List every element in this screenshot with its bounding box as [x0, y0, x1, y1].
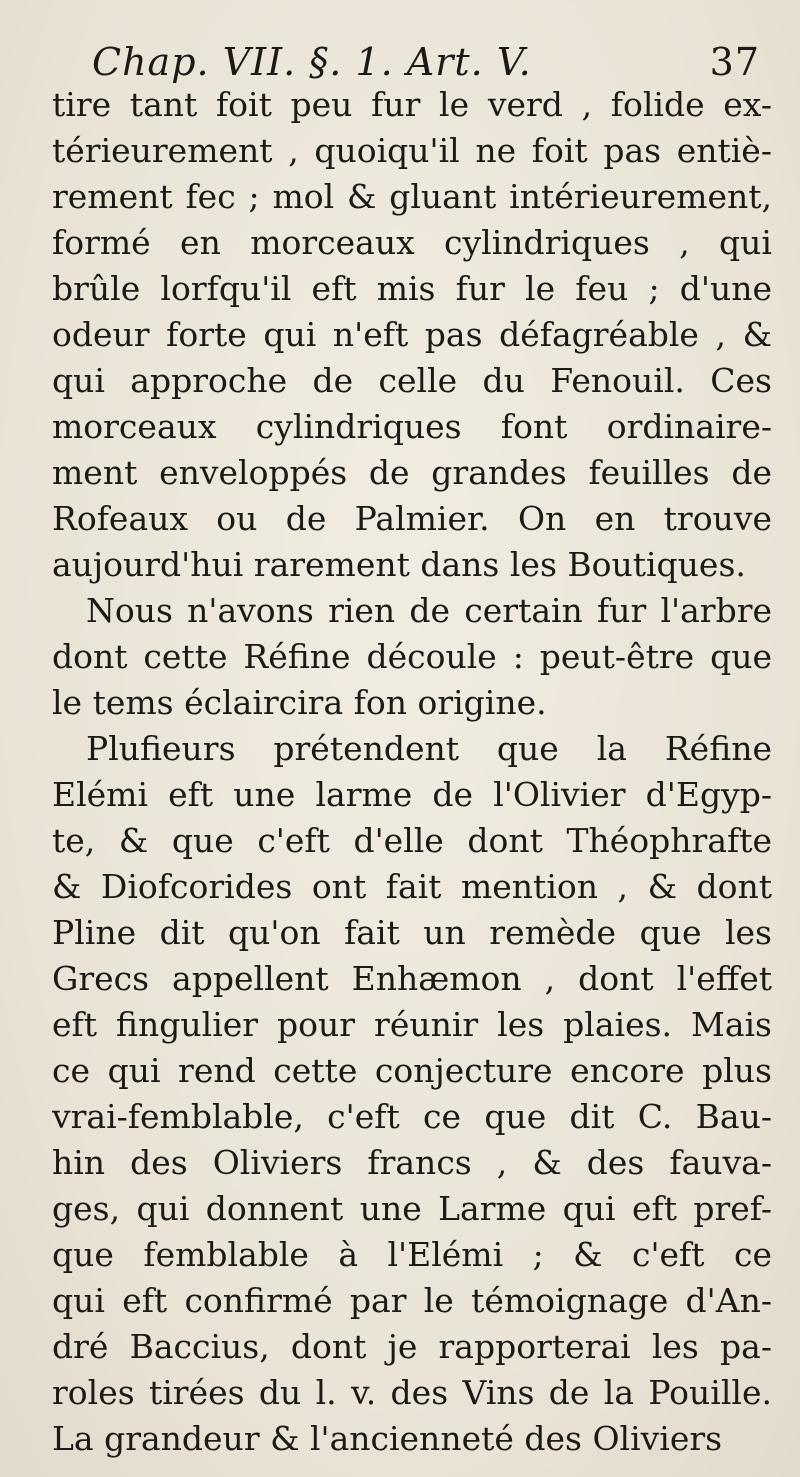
text-line: roles tirées du l. v. des Vins de la Pouille.	[52, 1373, 772, 1412]
text-line: ment enveloppés de grandes feuilles de	[52, 453, 772, 492]
text-line: eft fingulier pour réunir les plaies. Mais	[52, 1005, 772, 1044]
text-line: qui eft confirmé par le témoignage d'An-	[52, 1281, 772, 1320]
text-line: le tems éclaircira fon origine.	[52, 683, 547, 722]
text-line: Grecs appellent Enhæmon , dont l'effet	[52, 959, 772, 998]
text-line: dré Baccius, dont je rapporterai les pa-	[52, 1327, 772, 1366]
body-text	[52, 82, 772, 1462]
text-line: térieurement , quoiqu'il ne foit pas entiè-	[52, 131, 772, 170]
text-line: aujourd'hui rarement dans les Boutiques.	[52, 545, 746, 584]
page-number: 37	[709, 40, 760, 84]
text-line: brûle lorfqu'il eft mis fur le feu ; d'une	[52, 269, 772, 308]
text-line: Elémi eft une larme de l'Olivier d'Egyp-	[52, 775, 772, 814]
text-line: rement fec ; mol & gluant intérieurement,	[52, 177, 772, 216]
text-line: La grandeur & l'ancienneté des Oliviers	[52, 1419, 723, 1458]
text-line: Rofeaux ou de Palmier. On en trouve	[52, 499, 772, 538]
text-line: te, & que c'eft d'elle dont Théophrafte	[52, 821, 772, 860]
text-line: tire tant foit peu fur le verd , folide ex-	[52, 85, 772, 124]
text-line: Plufieurs prétendent que la Réfine	[86, 729, 772, 768]
text-line: odeur forte qui n'eft pas défagréable , &	[52, 315, 772, 354]
text-line: hin des Oliviers francs , & des fauva-	[52, 1143, 772, 1182]
text-line: formé en morceaux cylindriques , qui	[52, 223, 772, 262]
text-line: vrai-femblable, c'eft ce que dit C. Bau-	[52, 1097, 772, 1136]
text-line: ges, qui donnent une Larme qui eft pref-	[52, 1189, 772, 1228]
text-line: & Diofcorides ont fait mention , & dont	[52, 867, 772, 906]
text-line: qui approche de celle du Fenouil. Ces	[52, 361, 772, 400]
text-line: morceaux cylindriques font ordinaire-	[52, 407, 772, 446]
text-line: dont cette Réfine découle : peut-être que	[52, 637, 772, 676]
text-line: ce qui rend cette conjecture encore plus	[52, 1051, 772, 1090]
text-line: que femblable à l'Elémi ; & c'eft ce	[52, 1235, 772, 1274]
running-head-title: Chap. VII. §. 1. Art. V.	[92, 40, 532, 84]
text-line: Nous n'avons rien de certain fur l'arbre	[86, 591, 772, 630]
text-line: Pline dit qu'on fait un remède que les	[52, 913, 772, 952]
